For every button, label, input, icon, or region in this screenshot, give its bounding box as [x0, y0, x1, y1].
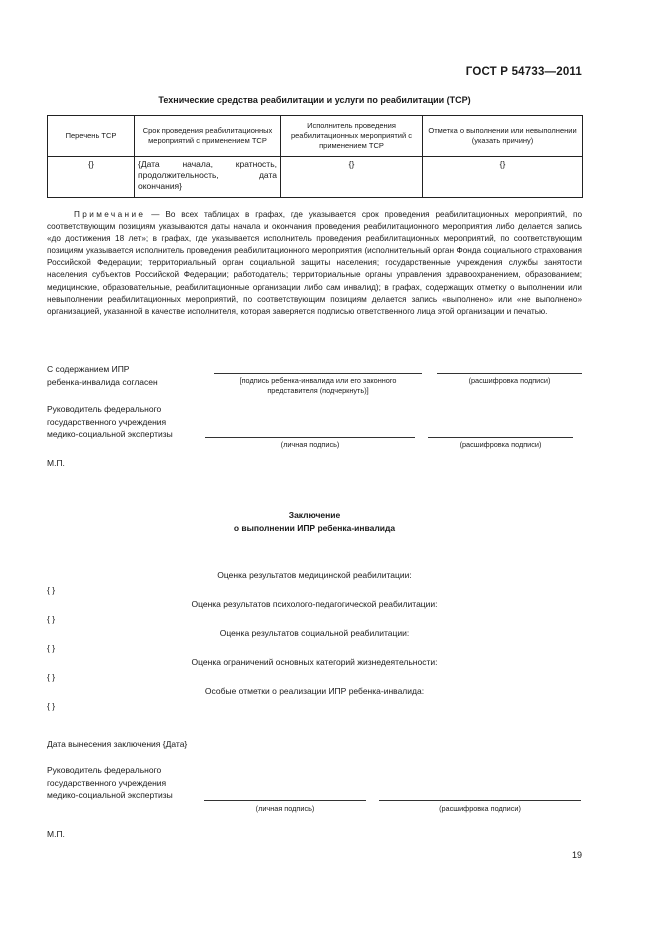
table-cell: {} — [48, 157, 135, 198]
agreement-label: С содержанием ИПР ребенка-инвалида согласен — [47, 364, 158, 387]
head-label: Руководитель федерального государственного учреждения медико-социальной экспертизы — [47, 765, 173, 800]
conclusion-date: Дата вынесения заключения {Дата} — [47, 739, 188, 749]
head-label: Руководитель федерального государственного учреждения медико-социальной экспертизы — [47, 404, 173, 439]
column-header: Срок проведения реабилитационных мероприятий с применением ТСР — [135, 116, 281, 157]
head-decode-line — [428, 437, 573, 438]
conclusion-item-label: Оценка результатов медицинской реабилитации: — [217, 570, 412, 580]
table-row — [48, 157, 583, 198]
conclusion-item-label: Оценка результатов психолого-педагогической реабилитации: — [191, 599, 438, 609]
head-decode-caption: (расшифровка подписи) — [459, 440, 542, 449]
conclusion-item-label: Особые отметки о реализации ИПР ребенка-инвалида: — [204, 686, 425, 696]
head-signature-caption: (личная подпись) — [255, 804, 315, 813]
head-signature-line — [205, 437, 415, 438]
agreement-decode-caption: (расшифровка подписи) — [468, 376, 551, 385]
rehab-means-table — [47, 115, 583, 198]
conclusion-item-value: { } — [47, 672, 56, 682]
conclusion-item-value: { } — [47, 585, 56, 595]
head-signature-caption: (личная подпись) — [280, 440, 340, 449]
conclusion-item-label: Оценка ограничений основных категорий жизнедеятельности: — [191, 657, 438, 667]
agreement-signature-line — [214, 373, 422, 374]
conclusion-item-value: { } — [47, 701, 56, 711]
table-header-row — [48, 116, 583, 157]
page-number: 19 — [571, 850, 582, 860]
note-label: Примечание — [74, 210, 146, 219]
note-text: — Во всех таблицах в графах, где указывается срок проведения реабилитационных мероприятий, по соответствующим позициям указываются даты начала и окончания проведения реабилитационного мероприятия либо делается запись «до достижения 18 лет»; в графах, где указывается исполнитель проведения реабилитационных мероприятий, по соответствующим позициям указывается исполнитель проведения реабилитационного мероприятия (исполнительный орган Фонда социального страхования Российской Федерации; территориальный орган социальной защиты населения; государственные учреждения службы занятости населения субъектов Российской Федерации; работодатель; территориальные органы управления здравоохранением, образованием; медицинские, образовательные, реабилитационные организации либо сам инвалид); в графах, содержащих отметку о выполнении или невыполнении реабилитационных мероприятий, по соответствующим позициям делается запись «выполнено» или «не выполнено» организацией, указанной в качестве исполнителя, которая заверяется подписью ответственного лица этой организации и печатью. — [47, 210, 582, 316]
conclusion-item-value: { } — [47, 643, 56, 653]
head-signature-line — [204, 800, 366, 801]
stamp-place: М.П. — [47, 829, 65, 839]
table-cell: {Дата начала, кратность, продолжительность, дата окончания} — [135, 157, 281, 198]
table-note — [47, 209, 582, 318]
stamp-place: М.П. — [47, 458, 65, 468]
table-cell: {} — [281, 157, 423, 198]
agreement-signature-caption: [подпись ребенка-инвалида или его законного представителя (подчеркнуть)] — [239, 376, 397, 395]
column-header: Перечень ТСР — [48, 116, 135, 157]
table-title: Технические средства реабилитации и услуги по реабилитации (ТСР) — [158, 95, 471, 105]
head-decode-line — [379, 800, 581, 801]
conclusion-item-label: Оценка результатов социальной реабилитации: — [219, 628, 410, 638]
head-decode-caption: (расшифровка подписи) — [439, 804, 521, 813]
table-cell: {} — [423, 157, 583, 198]
column-header: Отметка о выполнении или невыполнении (указать причину) — [423, 116, 583, 157]
standard-number: ГОСТ Р 54733—2011 — [465, 66, 582, 78]
conclusion-item-value: { } — [47, 614, 56, 624]
agreement-decode-line — [437, 373, 582, 374]
column-header: Исполнитель проведения реабилитационных мероприятий с применением ТСР — [281, 116, 423, 157]
conclusion-title: Заключение о выполнении ИПР ребенка-инвалида — [233, 510, 396, 533]
